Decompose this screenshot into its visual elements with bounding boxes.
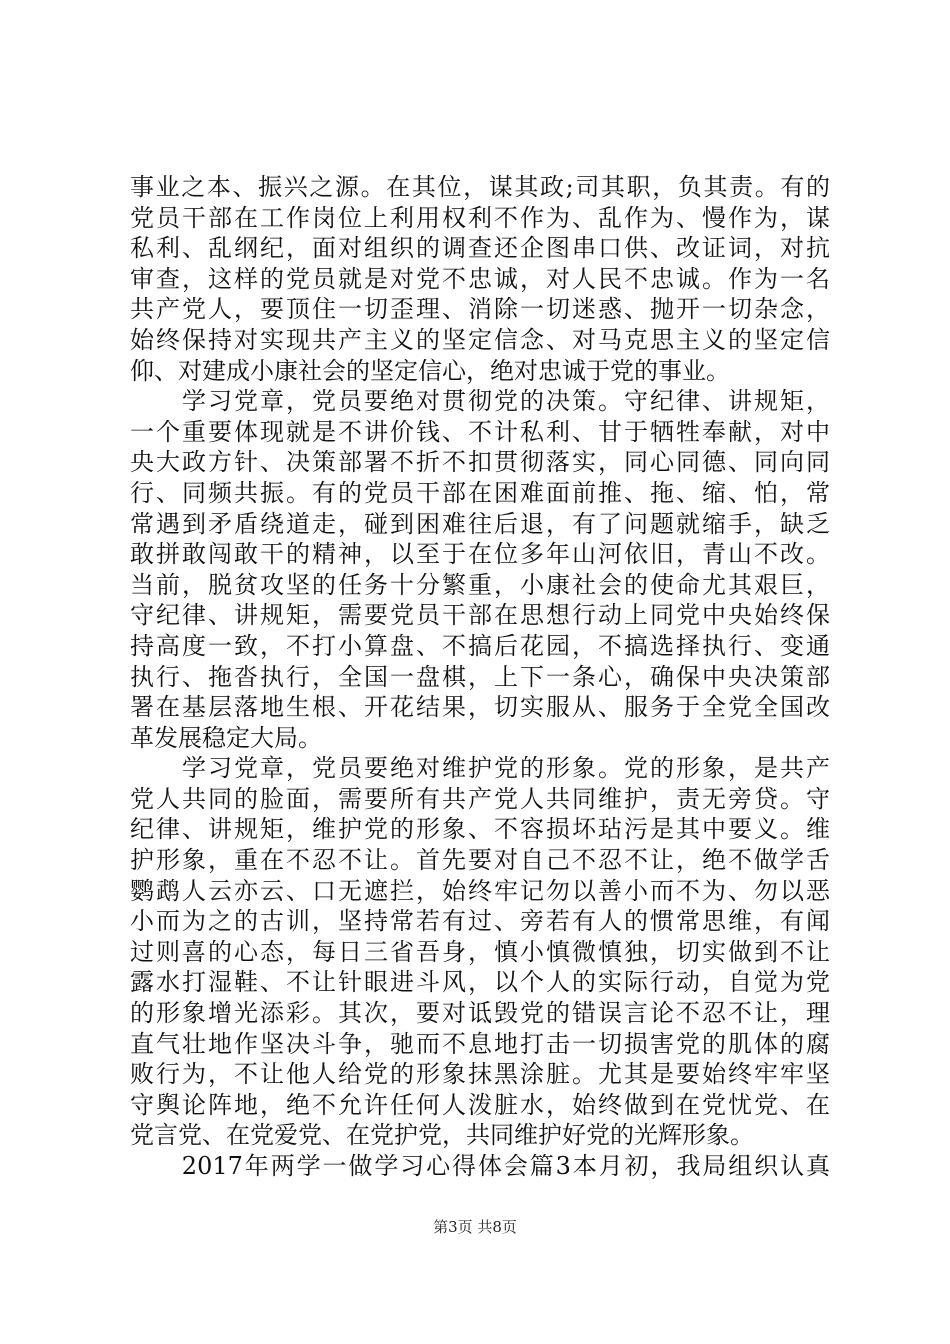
text-line: 私利、乱纲纪，面对组织的调查还企图串口供、改证词，对抗 [130, 234, 830, 263]
text-line: 常遇到矛盾绕道走，碰到困难往后退，有了问题就缩手，缺乏 [130, 509, 830, 538]
text-line: 事业之本、振兴之源。在其位，谋其政;司其职，负其责。有的 [130, 173, 830, 201]
text-line: 败行为，不让他人给党的形象抹黑涂脏。尤其是要始终牢牢坚 [130, 1060, 830, 1089]
text-line: 鹦鹉人云亦云、口无遮拦，始终牢记勿以善小而不为、勿以恶 [130, 876, 830, 905]
text-line: 纪律、讲规矩，维护党的形象、不容损坏玷污是其中要义。维 [130, 815, 830, 844]
text-line: 学习党章，党员要绝对贯彻党的决策。守纪律、讲规矩， [130, 387, 830, 416]
text-line: 行、同频共振。有的党员干部在困难面前推、拖、缩、怕，常 [130, 478, 830, 507]
text-line: 露水打湿鞋、不让针眼进斗风，以个人的实际行动，自觉为党 [130, 968, 830, 997]
text-line: 当前，脱贫攻坚的任务十分繁重，小康社会的使命尤其艰巨， [130, 570, 830, 599]
text-line: 小而为之的古训，坚持常若有过、旁若有人的惯常思维，有闻 [130, 907, 830, 936]
text-line: 直气壮地作坚决斗争，驰而不息地打击一切损害党的肌体的腐 [130, 1029, 830, 1058]
text-line: 持高度一致，不打小算盘、不搞后花园，不搞选择执行、变通 [130, 631, 830, 660]
text-line: 仰、对建成小康社会的坚定信心，绝对忠诚于党的事业。 [130, 356, 730, 385]
text-line: 敢拼敢闯敢干的精神，以至于在位多年山河依旧，青山不改。 [130, 540, 830, 569]
text-line: 守舆论阵地，绝不允许任何人泼脏水，始终做到在党忧党、在 [130, 1090, 830, 1119]
text-line: 的形象增光添彩。其次，要对诋毁党的错误言论不忍不让，理 [130, 999, 830, 1028]
text-line: 一个重要体现就是不讲价钱、不计私利、甘于牺牲奉献，对中 [130, 417, 830, 446]
text-line: 央大政方针、决策部署不折不扣贯彻落实，同心同德、同向同 [130, 448, 830, 477]
text-line: 守纪律、讲规矩，需要党员干部在思想行动上同党中央始终保 [130, 601, 830, 630]
text-line: 党员干部在工作岗位上利用权利不作为、乱作为、慢作为，谋 [130, 203, 830, 232]
text-line: 党言党、在党爱党、在党护党，共同维护好党的光辉形象。 [130, 1121, 754, 1150]
text-line: 共产党人，要顶住一切歪理、消除一切迷惑、抛开一切杂念， [130, 295, 830, 324]
text-line: 执行、拖沓执行，全国一盘棋，上下一条心，确保中央决策部 [130, 662, 830, 691]
text-line: 党人共同的脸面，需要所有共产党人共同维护，责无旁贷。守 [130, 784, 830, 813]
text-line: 过则喜的心态，每日三省吾身，慎小慎微慎独，切实做到不让 [130, 937, 830, 966]
text-line: 革发展稳定大局。 [130, 723, 322, 752]
text-line: 2017年两学一做学习心得体会篇3本月初，我局组织认真 [130, 1152, 830, 1180]
text-line: 学习党章，党员要绝对维护党的形象。党的形象，是共产 [130, 754, 830, 783]
body-text [130, 172, 830, 1182]
text-line: 护形象，重在不忍不让。首先要对自己不忍不让，绝不做学舌 [130, 846, 830, 875]
text-line: 署在基层落地生根、开花结果，切实服从、服务于全党全国改 [130, 693, 830, 722]
page-footer [0, 1217, 950, 1237]
text-line: 始终保持对实现共产主义的坚定信念、对马克思主义的坚定信 [130, 325, 830, 354]
page-number-label: 第3页 共8页 [433, 1218, 517, 1236]
text-line: 审查，这样的党员就是对党不忠诚，对人民不忠诚。作为一名 [130, 264, 830, 293]
